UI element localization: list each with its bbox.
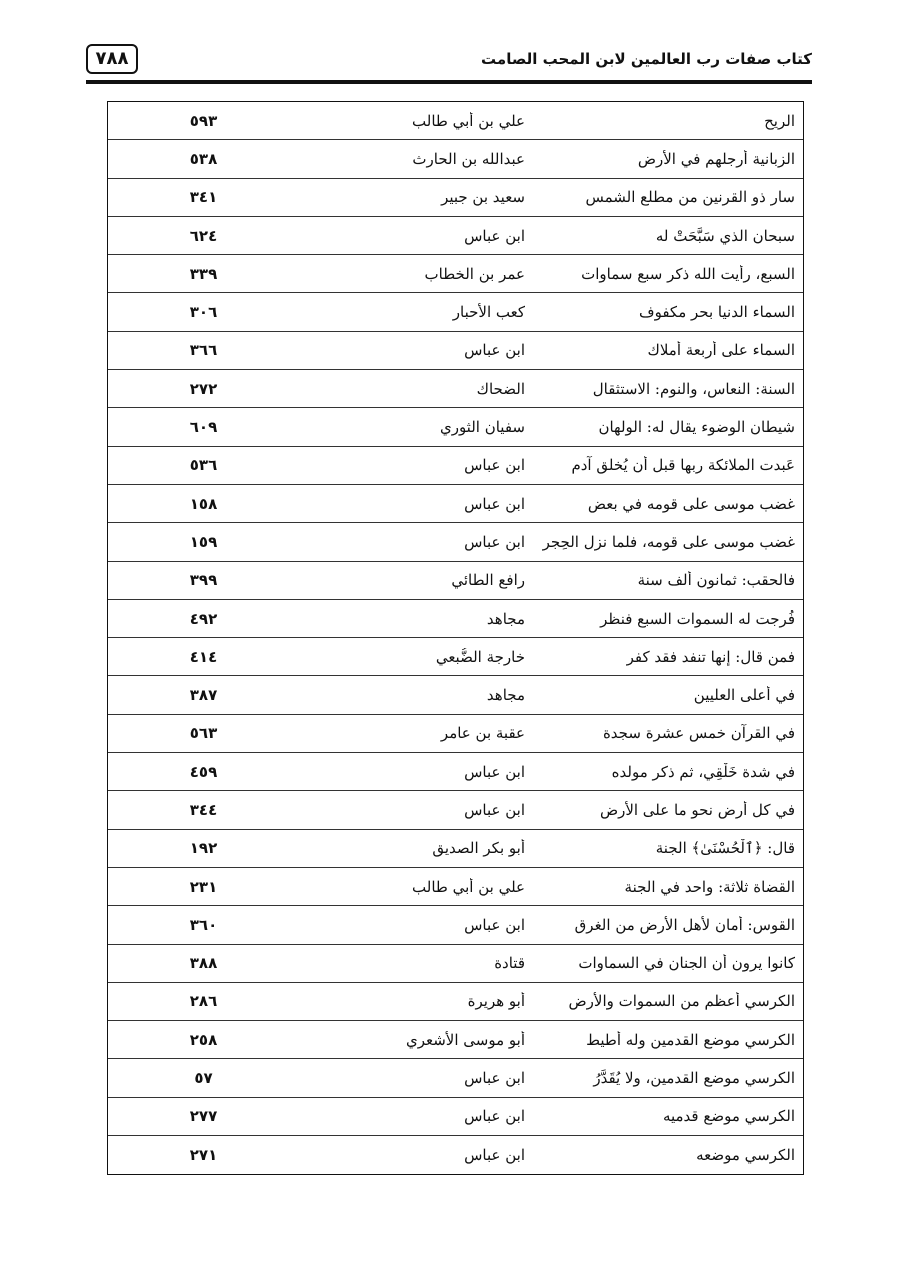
narrator-name: أبو موسى الأشعري [405, 1030, 525, 1049]
table-row [108, 255, 803, 293]
table-row [108, 1021, 803, 1059]
narrator-name: ابن عباس [464, 494, 525, 513]
narrator-name: ابن عباس [464, 1107, 525, 1126]
table-row [108, 715, 803, 753]
narrator-name: ابن عباس [464, 226, 525, 245]
hadith-phrase: فالحقب: ثمانون ألف سنة [637, 571, 795, 590]
hadith-phrase: القضاة ثلاثة: واحد في الجنة [624, 877, 795, 896]
page-reference: ٢٣١ [189, 877, 218, 896]
page-number: ٧٨٨ [86, 44, 138, 74]
table-row [108, 600, 803, 638]
page-reference: ٥٧ [194, 1069, 213, 1088]
table-row [108, 447, 803, 485]
page-reference: ٥٣٨ [189, 149, 218, 168]
page-reference: ٣٤١ [189, 188, 218, 207]
table-row [108, 102, 803, 140]
narrator-name: ابن عباس [464, 341, 525, 360]
hadith-phrase: سار ذو القرنين من مطلع الشمس [585, 188, 795, 207]
table-row [108, 408, 803, 446]
narrator-name: مجاهد [486, 686, 525, 705]
table-row [108, 676, 803, 714]
narrator-name: رافع الطائي [451, 571, 525, 590]
page-reference: ٥٣٦ [189, 456, 218, 475]
narrator-name: عبدالله بن الحارث [412, 149, 525, 168]
hadith-phrase: الكرسي موضع القدمين، ولا يُقَدَّرُ [593, 1069, 795, 1088]
narrator-name: ابن عباس [464, 800, 525, 819]
page-reference: ٢٧٢ [189, 379, 218, 398]
hadith-phrase: القوس: أمان لأهل الأرض من الغرق [574, 915, 795, 934]
narrator-name: ابن عباس [464, 915, 525, 934]
table-row [108, 945, 803, 983]
table-row [108, 179, 803, 217]
page-reference: ٤٩٢ [189, 609, 218, 628]
page-reference: ٥٩٣ [189, 111, 218, 130]
hadith-phrase: الكرسي أعظم من السموات والأرض [568, 992, 795, 1011]
page-header [86, 44, 812, 82]
header-divider [86, 80, 812, 84]
narrator-name: علي بن أبي طالب [412, 111, 525, 130]
page-reference: ٤٥٩ [189, 762, 218, 781]
page-reference: ٣٨٨ [189, 954, 218, 973]
narrator-name: ابن عباس [464, 456, 525, 475]
narrator-name: عقبة بن عامر [440, 724, 525, 743]
hadith-phrase: شيطان الوضوء يقال له: الولهان [598, 418, 795, 437]
table-row [108, 638, 803, 676]
hadith-phrase: الزبانية أرجلهم في الأرض [637, 149, 795, 168]
hadith-phrase: كانوا يرون أن الجنان في السماوات [578, 954, 795, 973]
hadith-phrase: السماء على أربعة أملاك [647, 341, 795, 360]
index-table [107, 101, 804, 1175]
narrator-name: ابن عباس [464, 532, 525, 551]
table-row [108, 1059, 803, 1097]
hadith-phrase: سبحان الذي سَبَّحَتْ له [655, 226, 795, 245]
narrator-name: أبو بكر الصديق [432, 839, 525, 858]
hadith-phrase: الريح [764, 111, 795, 130]
narrator-name: سفيان الثوري [439, 418, 525, 437]
hadith-phrase: عَبدت الملائكة ربها قبل أن يُخلق آدم [571, 456, 795, 475]
table-row [108, 140, 803, 178]
table-row [108, 293, 803, 331]
table-row [108, 485, 803, 523]
page-reference: ٦٠٩ [189, 418, 218, 437]
page-reference: ٥٦٣ [189, 724, 218, 743]
narrator-name: الضحاك [476, 379, 525, 398]
hadith-phrase: في كل أرض نحو ما على الأرض [599, 800, 795, 819]
hadith-phrase: قال: ﴿ٱلْحُسْنَىٰ﴾ الجنة [655, 839, 795, 858]
page-reference: ٣٨٧ [189, 686, 218, 705]
hadith-phrase: السنة: النعاس، والنوم: الاستثقال [592, 379, 795, 398]
hadith-phrase: فُرجت له السموات السبع فنظر [600, 609, 795, 628]
narrator-name: خارجة الضُّبعي [435, 647, 525, 666]
table-row [108, 562, 803, 600]
table-row [108, 1136, 803, 1174]
table-row [108, 868, 803, 906]
page-reference: ٢٧١ [189, 1146, 218, 1165]
table-row [108, 791, 803, 829]
page-reference: ٢٨٦ [189, 992, 218, 1011]
narrator-name: ابن عباس [464, 1069, 525, 1088]
page-reference: ١٥٨ [189, 494, 218, 513]
page-reference: ٣٤٤ [189, 800, 218, 819]
table-row [108, 906, 803, 944]
hadith-phrase: الكرسي موضعه [696, 1146, 795, 1165]
table-row [108, 370, 803, 408]
narrator-name: عمر بن الخطاب [424, 264, 525, 283]
page-reference: ٣٠٦ [189, 303, 218, 322]
narrator-name: أبو هريرة [467, 992, 525, 1011]
table-row [108, 753, 803, 791]
table-row [108, 1098, 803, 1136]
page-reference: ٢٥٨ [189, 1030, 218, 1049]
hadith-phrase: فمن قال: إنها تنفد فقد كفر [626, 647, 795, 666]
hadith-phrase: السبع، رأيت الله ذكر سبع سماوات [581, 264, 795, 283]
hadith-phrase: في أعلى العليين [693, 686, 795, 705]
page-reference: ٣٩٩ [189, 571, 218, 590]
page-reference: ٢٧٧ [189, 1107, 218, 1126]
hadith-phrase: السماء الدنيا بحر مكفوف [639, 303, 795, 322]
narrator-name: ابن عباس [464, 762, 525, 781]
hadith-phrase: الكرسي موضع قدميه [662, 1107, 795, 1126]
page-reference: ٣٣٩ [189, 264, 218, 283]
page-reference: ١٥٩ [189, 532, 218, 551]
hadith-phrase: غضب موسى على قومه في بعض [587, 494, 795, 513]
page-reference: ٤١٤ [189, 647, 218, 666]
page-reference: ٣٦٠ [189, 915, 218, 934]
table-row [108, 523, 803, 561]
page-reference: ٣٦٦ [189, 341, 218, 360]
narrator-name: كعب الأحبار [452, 303, 525, 322]
narrator-name: مجاهد [486, 609, 525, 628]
hadith-phrase: في القرآن خمس عشرة سجدة [602, 724, 795, 743]
narrator-name: علي بن أبي طالب [412, 877, 525, 896]
table-row [108, 217, 803, 255]
narrator-name: سعيد بن جبير [441, 188, 525, 207]
hadith-phrase: في شدة خَلْقِي، ثم ذكر مولده [611, 762, 795, 781]
narrator-name: قتادة [494, 954, 525, 973]
book-title: كتاب صفات رب العالمين لابن المحب الصامت [481, 50, 812, 68]
table-row [108, 332, 803, 370]
hadith-phrase: غضب موسى على قومه، فلما نزل الحِجر [542, 532, 795, 551]
table-row [108, 830, 803, 868]
narrator-name: ابن عباس [464, 1146, 525, 1165]
page-reference: ٦٢٤ [189, 226, 218, 245]
hadith-phrase: الكرسي موضع القدمين وله أطيط [586, 1030, 795, 1049]
table-row [108, 983, 803, 1021]
page-reference: ١٩٢ [189, 839, 218, 858]
